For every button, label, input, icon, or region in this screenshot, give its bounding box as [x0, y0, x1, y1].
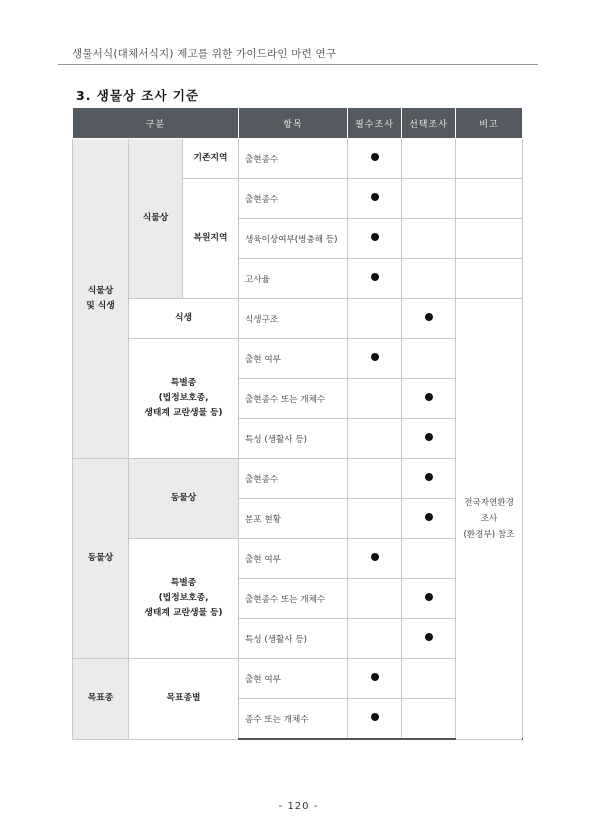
- optional-cell: [402, 579, 456, 619]
- group-flora-vegetation: 식물상 및 식생: [73, 139, 129, 459]
- required-mark-dot: [371, 153, 379, 161]
- page-number: - 120 -: [278, 801, 319, 812]
- required-mark-dot: [371, 233, 379, 241]
- header-rule: [58, 64, 538, 65]
- group-target-by-species: 목표종별: [129, 659, 239, 740]
- item-cell: 출현 여부: [239, 659, 348, 699]
- optional-mark-dot: [425, 313, 433, 321]
- required-cell: [348, 579, 402, 619]
- table-row: [73, 299, 523, 339]
- group-target-species: 목표종: [73, 659, 129, 740]
- required-mark-dot: [371, 353, 379, 361]
- item-cell: 출현종수: [239, 179, 348, 219]
- item-cell: 출현종수 또는 개체수: [239, 379, 348, 419]
- header-category: 구분: [73, 108, 239, 139]
- item-cell: 출현종수 또는 개체수: [239, 579, 348, 619]
- item-cell: 종수 또는 개체수: [239, 699, 348, 740]
- optional-mark-dot: [425, 513, 433, 521]
- optional-mark-dot: [425, 473, 433, 481]
- required-cell: [348, 419, 402, 459]
- required-cell: [348, 259, 402, 299]
- required-cell: [348, 379, 402, 419]
- item-cell: 분포 현황: [239, 499, 348, 539]
- subgroup-existing-area: 기존지역: [183, 139, 239, 179]
- optional-mark-dot: [425, 393, 433, 401]
- table-row: [73, 659, 523, 699]
- group-fauna-sub: 동물상: [129, 459, 239, 539]
- note-cell: [456, 259, 523, 299]
- table-row: [73, 539, 523, 579]
- optional-cell: [402, 459, 456, 499]
- item-cell: 출현 여부: [239, 539, 348, 579]
- required-mark-dot: [371, 713, 379, 721]
- item-cell: 출현종수: [239, 139, 348, 179]
- group-special-species-fauna: 특별종 (법정보호종, 생태계 교란생물 등): [129, 539, 239, 659]
- optional-cell: [402, 219, 456, 259]
- optional-cell: [402, 699, 456, 740]
- item-cell: 생육이상여부(병충해 등): [239, 219, 348, 259]
- group-fauna: 동물상: [73, 459, 129, 659]
- required-cell: [348, 619, 402, 659]
- optional-cell: [402, 499, 456, 539]
- item-cell: 출현 여부: [239, 339, 348, 379]
- optional-cell: [402, 339, 456, 379]
- optional-mark-dot: [425, 433, 433, 441]
- item-cell: 특성 (생활사 등): [239, 619, 348, 659]
- optional-cell: [402, 619, 456, 659]
- required-cell: [348, 659, 402, 699]
- table-row: [73, 459, 523, 499]
- required-cell: [348, 139, 402, 179]
- note-cell: [456, 219, 523, 259]
- group-vegetation: 식생: [129, 299, 239, 339]
- required-cell: [348, 699, 402, 740]
- subgroup-restored-area: 복원지역: [183, 179, 239, 299]
- required-cell: [348, 219, 402, 259]
- optional-cell: [402, 659, 456, 699]
- optional-mark-dot: [425, 633, 433, 641]
- required-mark-dot: [371, 273, 379, 281]
- table-header-row: [73, 108, 523, 139]
- required-cell: [348, 539, 402, 579]
- required-cell: [348, 339, 402, 379]
- header-note: 비고: [456, 108, 523, 139]
- required-cell: [348, 179, 402, 219]
- optional-cell: [402, 419, 456, 459]
- note-cell: [456, 179, 523, 219]
- table-row: [73, 339, 523, 379]
- optional-cell: [402, 299, 456, 339]
- group-flora: 식물상: [129, 139, 183, 299]
- header-item: 항목: [239, 108, 348, 139]
- section-title: 3. 생물상 조사 기준: [76, 88, 200, 103]
- required-mark-dot: [371, 553, 379, 561]
- optional-cell: [402, 139, 456, 179]
- optional-cell: [402, 259, 456, 299]
- required-mark-dot: [371, 193, 379, 201]
- item-cell: 식생구조: [239, 299, 348, 339]
- group-special-species-flora: 특별종 (법정보호종, 생태계 교란생물 등): [129, 339, 239, 459]
- note-cell-reference: 전국자연환경 조사 (환경부) 참조: [456, 299, 523, 740]
- survey-criteria-table: [72, 107, 523, 740]
- optional-mark-dot: [425, 593, 433, 601]
- required-cell: [348, 499, 402, 539]
- required-mark-dot: [371, 673, 379, 681]
- item-cell: 특성 (생활사 등): [239, 419, 348, 459]
- item-cell: 출현종수: [239, 459, 348, 499]
- optional-cell: [402, 539, 456, 579]
- note-cell: [456, 139, 523, 179]
- header-optional: 선택조사: [402, 108, 456, 139]
- optional-cell: [402, 179, 456, 219]
- item-cell: 고사율: [239, 259, 348, 299]
- running-header: 생물서식(대체서식지) 제고를 위한 가이드라인 마련 연구: [72, 48, 337, 60]
- required-cell: [348, 299, 402, 339]
- header-required: 필수조사: [348, 108, 402, 139]
- optional-cell: [402, 379, 456, 419]
- required-cell: [348, 459, 402, 499]
- table-row: [73, 139, 523, 179]
